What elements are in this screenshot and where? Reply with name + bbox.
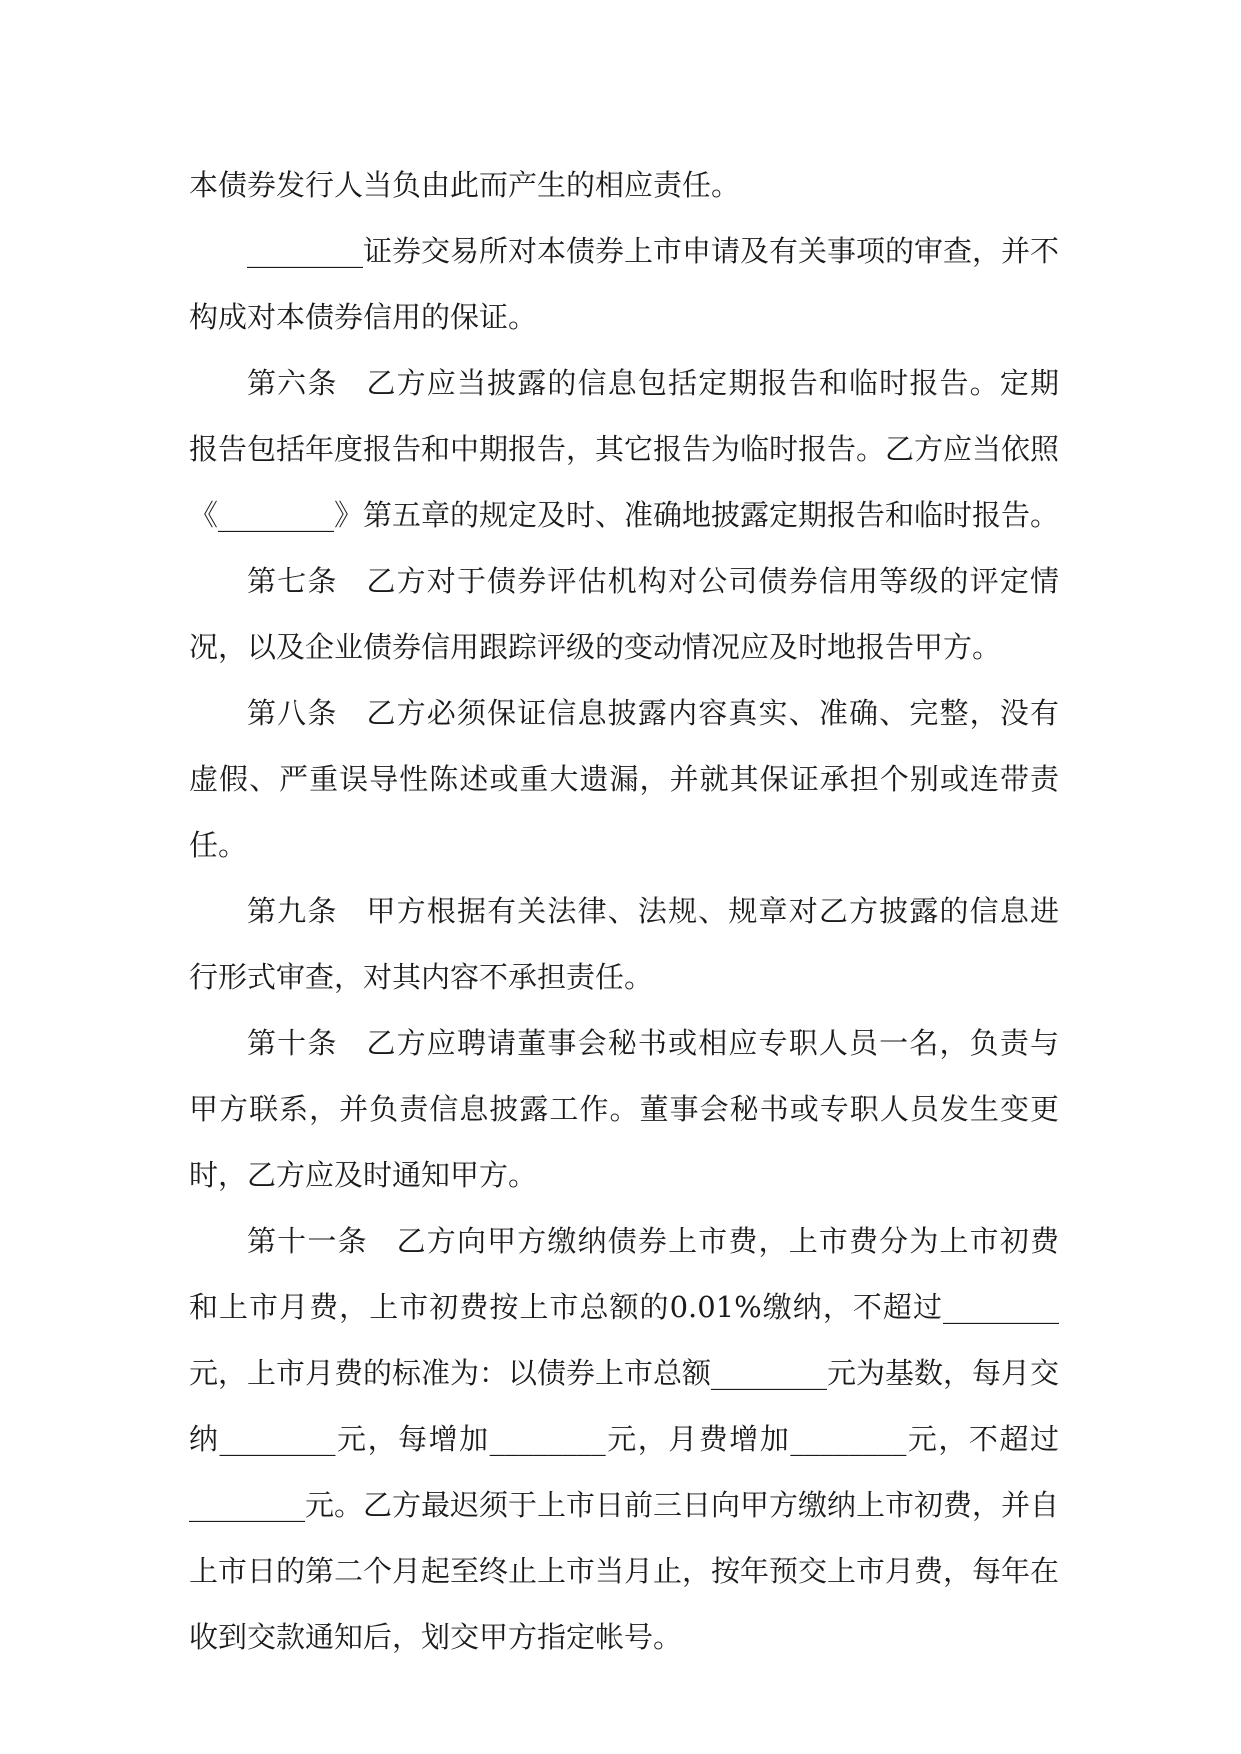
article-7 <box>189 548 1059 680</box>
article-text: 乙方应聘请董事会秘书或相应专职人员一名，负责与甲方联系，并负责信息披露工作。董事会秘书或专职人员发生变更时，乙方应及时通知甲方。 <box>189 1026 1059 1192</box>
article-8 <box>189 680 1059 878</box>
article-number: 第六条 <box>247 366 338 400</box>
article-number: 第十一条 <box>247 1224 368 1258</box>
article-text: 乙方必须保证信息披露内容真实、准确、完整，没有虚假、严重误导性陈述或重大遗漏，并就其保证承担个别或连带责任。 <box>189 696 1059 862</box>
article-text: 甲方根据有关法律、法规、规章对乙方披露的信息进行形式审查，对其内容不承担责任。 <box>189 894 1059 994</box>
article-9 <box>189 878 1059 1010</box>
article-11 <box>189 1208 1059 1670</box>
article-number: 第七条 <box>247 564 338 598</box>
paragraph-text: ________证券交易所对本债券上市申请及有关事项的审查，并不构成对本债券信用的保证。 <box>189 234 1060 334</box>
article-text: 乙方对于债券评估机构对公司债券信用等级的评定情况，以及企业债券信用跟踪评级的变动情况应及时地报告甲方。 <box>189 564 1059 664</box>
article-text: 乙方应当披露的信息包括定期报告和临时报告。定期报告包括年度报告和中期报告，其它报告为临时报告。乙方应当依照《________》第五章的规定及时、准确地披露定期报告和临时报告。 <box>189 366 1060 532</box>
paragraph-continuation <box>189 152 1059 218</box>
article-6 <box>189 350 1059 548</box>
paragraph-text: 本债券发行人当负由此而产生的相应责任。 <box>189 168 741 202</box>
article-text: 乙方向甲方缴纳债券上市费，上市费分为上市初费和上市月费，上市初费按上市总额的0.01%缴纳，不超过________元，上市月费的标准为：以债券上市总额________元为基数，每月交纳________元，每增加________元，月费增加________元，不超过________元。乙方最迟须于上市日前三日向甲方缴纳上市初费，并自上市日的第二个月起至终止上市当月止，按年预交上市月费，每年在收到交款通知后，划交甲方指定帐号。 <box>189 1224 1060 1654</box>
paragraph-exchange-review <box>189 218 1059 350</box>
article-number: 第九条 <box>247 894 338 928</box>
article-number: 第八条 <box>247 696 338 730</box>
article-10 <box>189 1010 1059 1208</box>
article-number: 第十条 <box>247 1026 338 1060</box>
document-body <box>189 152 1059 1670</box>
